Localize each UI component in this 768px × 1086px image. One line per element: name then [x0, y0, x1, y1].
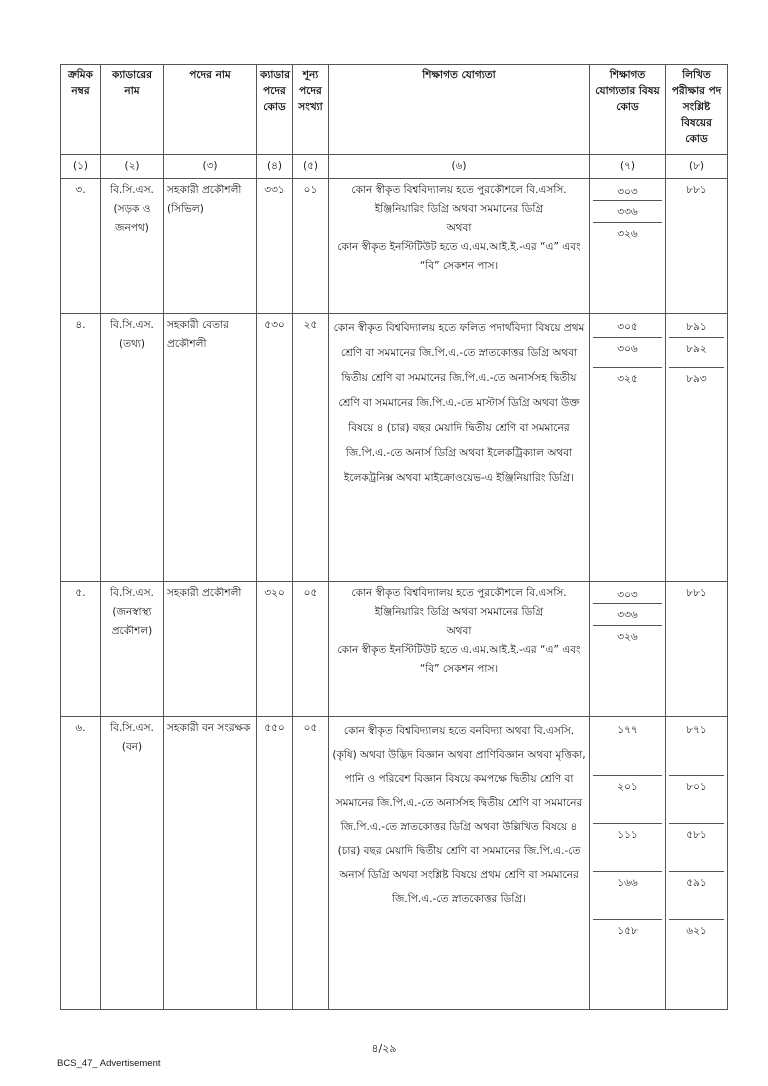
- column-number: (১): [61, 155, 101, 179]
- table-row: [61, 717, 728, 1010]
- subject-codes-cell: [590, 582, 666, 717]
- qualification-text: কোন স্বীকৃত ইনস্টিটিউট হতে এ.এম.আই.ই.-এর “এ” এবং “বি” সেকশন পাস।: [337, 241, 581, 272]
- exam-codes-cell: [666, 314, 728, 582]
- cadre-code-cell: ৫৩০: [257, 314, 293, 582]
- subject-code: ৩৩৬: [593, 201, 662, 223]
- subject-code: ৩০৬: [593, 338, 662, 368]
- column-number: (৫): [293, 155, 329, 179]
- column-number: (২): [101, 155, 164, 179]
- table-row: [61, 582, 728, 717]
- post-cell: সহকারী বেতার প্রকৌশলী: [164, 314, 257, 582]
- exam-code: ৮৯৩: [686, 373, 707, 385]
- exam-code-cell: ৮৮১: [666, 582, 728, 717]
- qualification-text: কোন স্বীকৃত বিশ্ববিদ্যালয় হতে পুরকৌশলে বি.এসসি. ইঞ্জিনিয়ারিং ডিগ্রি অথবা সমমানের ডিগ্রি: [351, 184, 567, 215]
- qualification-text: অথবা: [446, 222, 472, 234]
- header-post: পদের নাম: [164, 65, 257, 155]
- qualification-cell: [329, 717, 590, 1010]
- subject-code: ১৬৬: [593, 872, 662, 920]
- post-cell: সহকারী প্রকৌশলী (সিভিল): [164, 179, 257, 314]
- table-row: [61, 179, 728, 314]
- qualification-text: কোন স্বীকৃত বিশ্ববিদ্যালয় হতে পুরকৌশলে বি.এসসি. ইঞ্জিনিয়ারিং ডিগ্রি অথবা সমমানের ডিগ্রি: [351, 587, 567, 618]
- exam-code: ৮০১: [669, 776, 724, 824]
- subject-code: ১৫৮: [617, 925, 638, 937]
- table-row: [61, 314, 728, 582]
- subject-code: ২০১: [593, 776, 662, 824]
- header-exam-code: লিখিত পরীক্ষার পদ সংশ্লিষ্ট বিষয়ের কোড: [666, 65, 728, 155]
- subject-codes-cell: [590, 179, 666, 314]
- qualification-text: কোন স্বীকৃত বিশ্ববিদ্যালয় হতে বনবিদ্যা অথবা বি.এসসি. (কৃষি) অথবা উদ্ভিদ বিজ্ঞান অথবা প্রাণিবিজ্ঞান অথবা মৃত্তিকা, পানি ও পরিবেশ বিজ্ঞান বিষয়ে কমপক্ষে দ্বিতীয় শ্রেণি বা সমমানের জি.পি.এ.-তে অনার্সসহ দ্বিতীয় শ্রেণি বা সমমানের জি.পি.এ.-তে স্নাতকোত্তর ডিগ্রি অথবা উল্লিখিত বিষয়ে ৪ (চার) বছর মেয়াদি দ্বিতীয় শ্রেণি বা সমমানের জি.পি.এ.-তে অনার্স ডিগ্রি অথবা সংশ্লিষ্ট বিষয়ে প্রথম শ্রেণি বা সমমানের জি.পি.এ.-তে স্নাতকোত্তর ডিগ্রি।: [332, 725, 586, 905]
- exam-codes-cell: [666, 717, 728, 1010]
- vacancies-cell: ০৫: [293, 582, 329, 717]
- serial-cell: ৬.: [61, 717, 101, 1010]
- exam-code: ৫৯১: [669, 872, 724, 920]
- vacancies-cell: ০৫: [293, 717, 329, 1010]
- qualification-cell: [329, 314, 590, 582]
- exam-code: ৬২১: [686, 925, 707, 937]
- header-subject-code: শিক্ষাগত যোগ্যতার বিষয় কোড: [590, 65, 666, 155]
- column-number: (৪): [257, 155, 293, 179]
- column-number: (৮): [666, 155, 728, 179]
- vacancies-cell: ২৫: [293, 314, 329, 582]
- subject-code: ৩০৩: [593, 584, 662, 604]
- column-number-row: [61, 155, 728, 179]
- subject-code: ৩৩৬: [593, 604, 662, 626]
- exam-code: ৮৯১: [669, 316, 724, 338]
- exam-code: ৮৯২: [669, 338, 724, 368]
- subject-code: ৩২৬: [617, 631, 638, 643]
- subject-code: ৩০৫: [593, 316, 662, 338]
- column-number: (৬): [329, 155, 590, 179]
- qualification-cell: [329, 179, 590, 314]
- header-vacancies: শূন্য পদের সংখ্যা: [293, 65, 329, 155]
- subject-code: ৩০৩: [593, 181, 662, 201]
- header-cadre: ক্যাডারের নাম: [101, 65, 164, 155]
- subject-code: ৩২৬: [617, 228, 638, 240]
- post-cell: সহকারী প্রকৌশলী: [164, 582, 257, 717]
- subject-codes-cell: [590, 314, 666, 582]
- header-serial: ক্রমিক নম্বর: [61, 65, 101, 155]
- post-cell: সহকারী বন সংরক্ষক: [164, 717, 257, 1010]
- cadre-cell: বি.সি.এস. (তথ্য): [101, 314, 164, 582]
- cadre-cell: বি.সি.এস. (সড়ক ও জনপথ): [101, 179, 164, 314]
- header-qualification: শিক্ষাগত যোগ্যতা: [329, 65, 590, 155]
- exam-code-cell: ৮৮১: [666, 179, 728, 314]
- page-number: ৪/২৯: [371, 1042, 397, 1055]
- serial-cell: ৩.: [61, 179, 101, 314]
- cadre-code-cell: ৩৩১: [257, 179, 293, 314]
- header-cadre-code: ক্যাডার পদের কোড: [257, 65, 293, 155]
- vacancies-cell: ০১: [293, 179, 329, 314]
- qualification-text: কোন স্বীকৃত ইনস্টিটিউট হতে এ.এম.আই.ই.-এর “এ” এবং “বি” সেকশন পাস।: [337, 644, 581, 675]
- serial-cell: ৪.: [61, 314, 101, 582]
- subject-code: ১১১: [593, 824, 662, 872]
- column-number: (৩): [164, 155, 257, 179]
- cadre-posts-table: [60, 64, 728, 1010]
- subject-code: ৩২৫: [617, 373, 638, 385]
- header-row: [61, 65, 728, 155]
- qualification-text: অথবা: [446, 625, 472, 637]
- cadre-cell: বি.সি.এস. (জনস্বাস্থ্য প্রকৌশল): [101, 582, 164, 717]
- cadre-code-cell: ৫৫০: [257, 717, 293, 1010]
- subject-code: ১৭৭: [593, 719, 662, 776]
- exam-code: ৫৮১: [669, 824, 724, 872]
- qualification-text: কোন স্বীকৃত বিশ্ববিদ্যালয় হতে ফলিত পদার্থবিদ্যা বিষয়ে প্রথম শ্রেণি বা সমমানের জি.পি.এ.-তে স্নাতকোত্তর ডিগ্রি অথবা দ্বিতীয় শ্রেণি বা সমমানের জি.পি.এ.-তে অনার্সসহ দ্বিতীয় শ্রেণি বা সমমানের জি.পি.এ.-তে মাস্টার্স ডিগ্রি অথবা উক্ত বিষয়ে ৪ (চার) বছর মেয়াদি দ্বিতীয় শ্রেণি বা সমমানের জি.পি.এ.-তে অনার্স ডিগ্রি অথবা ইলেকট্রিক্যাল অথবা ইলেকট্রনিক্স অথবা মাইক্রোওয়েভ-এ ইঞ্জিনিয়ারিং ডিগ্রি।: [333, 322, 585, 484]
- column-number: (৭): [590, 155, 666, 179]
- exam-code: ৮৭১: [669, 719, 724, 776]
- cadre-code-cell: ৩২০: [257, 582, 293, 717]
- qualification-cell: [329, 582, 590, 717]
- serial-cell: ৫.: [61, 582, 101, 717]
- document-label: BCS_47_ Advertisement: [57, 1058, 161, 1069]
- cadre-cell: বি.সি.এস. (বন): [101, 717, 164, 1010]
- subject-codes-cell: [590, 717, 666, 1010]
